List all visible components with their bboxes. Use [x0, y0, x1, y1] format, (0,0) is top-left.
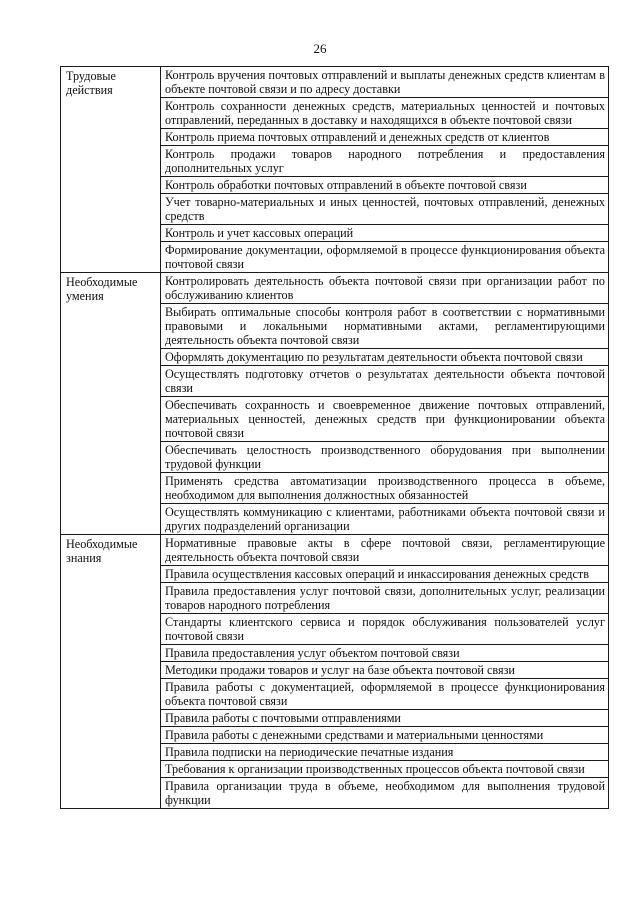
required-knowledge-item: Правила предоставления услуг объектом почтовой связи: [161, 645, 609, 662]
required-skills-item: Обеспечивать сохранность и своевременное движение почтовых отправлений, материальных ценностей, денежных средств при функционировании объекта почтовой связи: [161, 397, 609, 442]
job-functions-table: [60, 66, 609, 809]
labor-actions-item: Контроль приема почтовых отправлений и денежных средств от клиентов: [161, 129, 609, 146]
table-row: [61, 273, 609, 304]
table-body: [61, 67, 609, 809]
required-knowledge-item: Правила работы с документацией, оформляемой в процессе функционирования объекта почтовой связи: [161, 679, 609, 710]
section-label-labor-actions: Трудовые действия: [61, 67, 161, 273]
required-skills-item: Применять средства автоматизации производственного процесса в объеме, необходимом для выполнения должностных обязанностей: [161, 473, 609, 504]
required-knowledge-item: Правила организации труда в объеме, необходимом для выполнения трудовой функции: [161, 778, 609, 809]
required-skills-item: Обеспечивать целостность производственного оборудования при выполнении трудовой функции: [161, 442, 609, 473]
page-number: 26: [313, 41, 327, 56]
labor-actions-item: Контроль сохранности денежных средств, материальных ценностей и почтовых отправлений, переданных в доставку и находящихся в объекте почтовой связи: [161, 98, 609, 129]
required-knowledge-item: Правила предоставления услуг почтовой связи, дополнительных услуг, реализации товаров народного потребления: [161, 583, 609, 614]
labor-actions-item: Контроль продажи товаров народного потребления и предоставления дополнительных услуг: [161, 146, 609, 177]
required-skills-item: Выбирать оптимальные способы контроля работ в соответствии с нормативными правовыми и локальными нормативными актами, регламентирующими деятельность объекта почтовой связи: [161, 304, 609, 349]
section-label-required-knowledge: Необходимые знания: [61, 535, 161, 809]
required-knowledge-item: Стандарты клиентского сервиса и порядок обслуживания пользователей услуг почтовой связи: [161, 614, 609, 645]
required-knowledge-item: Правила работы с почтовыми отправлениями: [161, 710, 609, 727]
required-knowledge-item: Правила осуществления кассовых операций и инкассирования денежных средств: [161, 566, 609, 583]
required-skills-item: Осуществлять подготовку отчетов о результатах деятельности объекта почтовой связи: [161, 366, 609, 397]
required-knowledge-item: Правила подписки на периодические печатные издания: [161, 744, 609, 761]
section-label-required-skills: Необходимые умения: [61, 273, 161, 535]
required-knowledge-item: Нормативные правовые акты в сфере почтовой связи, регламентирующие деятельность объекта почтовой связи: [161, 535, 609, 566]
labor-actions-item: Контроль и учет кассовых операций: [161, 225, 609, 242]
required-skills-item: Оформлять документацию по результатам деятельности объекта почтовой связи: [161, 349, 609, 366]
labor-actions-item: Формирование документации, оформляемой в процессе функционирования объекта почтовой связи: [161, 242, 609, 273]
required-knowledge-item: Правила работы с денежными средствами и материальными ценностями: [161, 727, 609, 744]
labor-actions-item: Контроль вручения почтовых отправлений и выплаты денежных средств клиентам в объекте почтовой связи и по адресу доставки: [161, 67, 609, 98]
labor-actions-item: Учет товарно-материальных и иных ценностей, почтовых отправлений, денежных средств: [161, 194, 609, 225]
table-row: [61, 67, 609, 98]
required-knowledge-item: Методики продажи товаров и услуг на базе объекта почтовой связи: [161, 662, 609, 679]
table-row: [61, 535, 609, 566]
required-skills-item: Осуществлять коммуникацию с клиентами, работниками объекта почтовой связи и других подразделений организации: [161, 504, 609, 535]
required-knowledge-item: Требования к организации производственных процессов объекта почтовой связи: [161, 761, 609, 778]
required-skills-item: Контролировать деятельность объекта почтовой связи при организации работ по обслуживанию клиентов: [161, 273, 609, 304]
labor-actions-item: Контроль обработки почтовых отправлений в объекте почтовой связи: [161, 177, 609, 194]
